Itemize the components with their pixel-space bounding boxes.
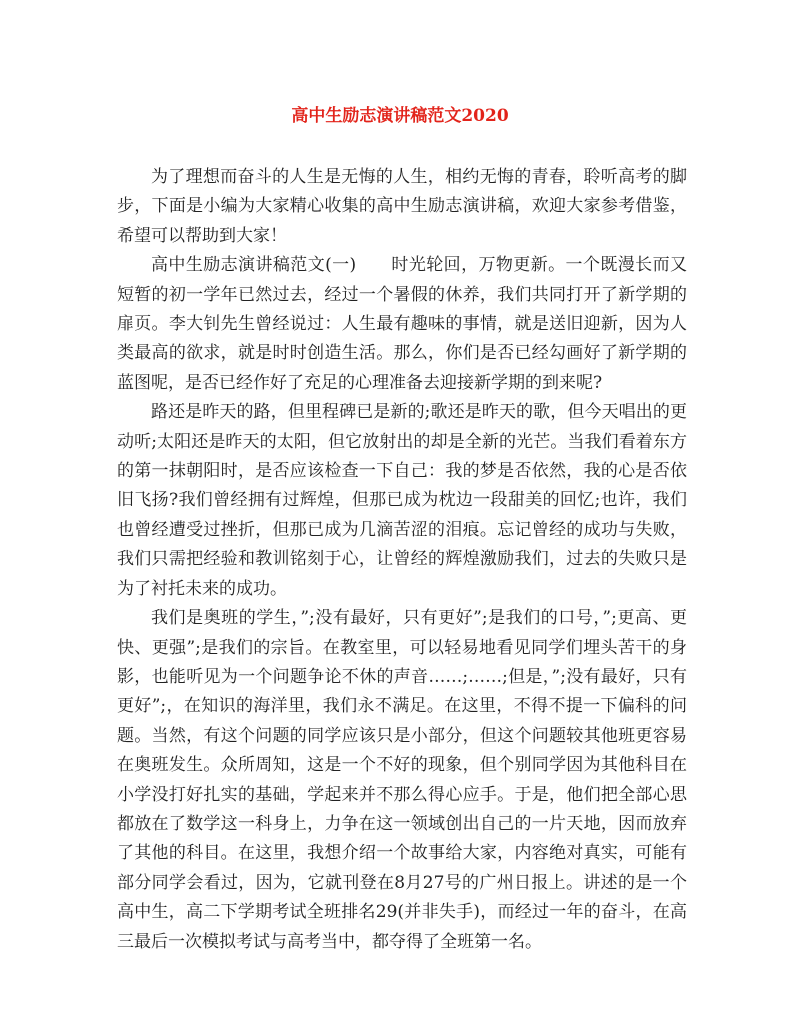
paragraph-3: 我们是奥班的学生，”;没有最好，只有更好”;是我们的口号，”;更高、更快、更强”;是我们的宗旨。在教室里，可以轻易地看见同学们埋头苦干的身影，也能听见为一个问题争论不休的声音……;……;但是，”;没有最好，只有更好”;，在知识的海洋里，我们永不满足。在这里，不得不提一下偏科的问题。当然，有这个问题的同学应该只是小部分，但这个问题较其他班更容易在奥班发生。众所周知，这是一个不好的现象，但个别同学因为其他科目在小学没打好扎实的基础，学起来并不那么得心应手。于是，他们把全部心思都放在了数学这一科身上，力争在这一领域创出自己的一片天地，因而放弃了其他的科目。在这里，我想介绍一个故事给大家，内容绝对真实，可能有部分同学会看过，因为，它就刊登在8月27号的广州日报上。讲述的是一个高中生，高二下学期考试全班排名29(并非失手)，而经过一年的奋斗，在高三最后一次模拟考试与高考当中，都夺得了全班第一名。: [117, 608, 687, 952]
document-title: 高中生励志演讲稿范文2020: [291, 106, 509, 126]
paragraph-1: 高中生励志演讲稿范文(一) 时光轮回，万物更新。一个既漫长而又短暂的初一学年已然过去，经过一个暑假的休养，我们共同打开了新学期的扉页。李大钊先生曾经说过：人生最有趣味的事情，就是送旧迎新，因为人类最高的欲求，就是时时创造生活。那么，你们是否已经勾画好了新学期的蓝图呢，是否已经作好了充足的心理准备去迎接新学期的到来呢?: [117, 255, 687, 393]
paragraph-intro: 为了理想而奋斗的人生是无悔的人生，相约无悔的青春，聆听高考的脚步，下面是小编为大家精心收集的高中生励志演讲稿，欢迎大家参考借鉴，希望可以帮助到大家！: [117, 167, 687, 246]
paragraph-2: 路还是昨天的路，但里程碑已是新的;歌还是昨天的歌，但今天唱出的更动听;太阳还是昨天的太阳，但它放射出的却是全新的光芒。当我们看着东方的第一抹朝阳时，是否应该检查一下自己：我的梦是否依然，我的心是否依旧飞扬?我们曾经拥有过辉煌，但那已成为枕边一段甜美的回忆;也许，我们也曾经遭受过挫折，但那已成为几滴苦涩的泪痕。忘记曾经的成功与失败，我们只需把经验和教训铭刻于心，让曾经的辉煌激励我们，过去的失败只是为了衬托未来的成功。: [117, 402, 687, 599]
document-body: [117, 163, 687, 957]
